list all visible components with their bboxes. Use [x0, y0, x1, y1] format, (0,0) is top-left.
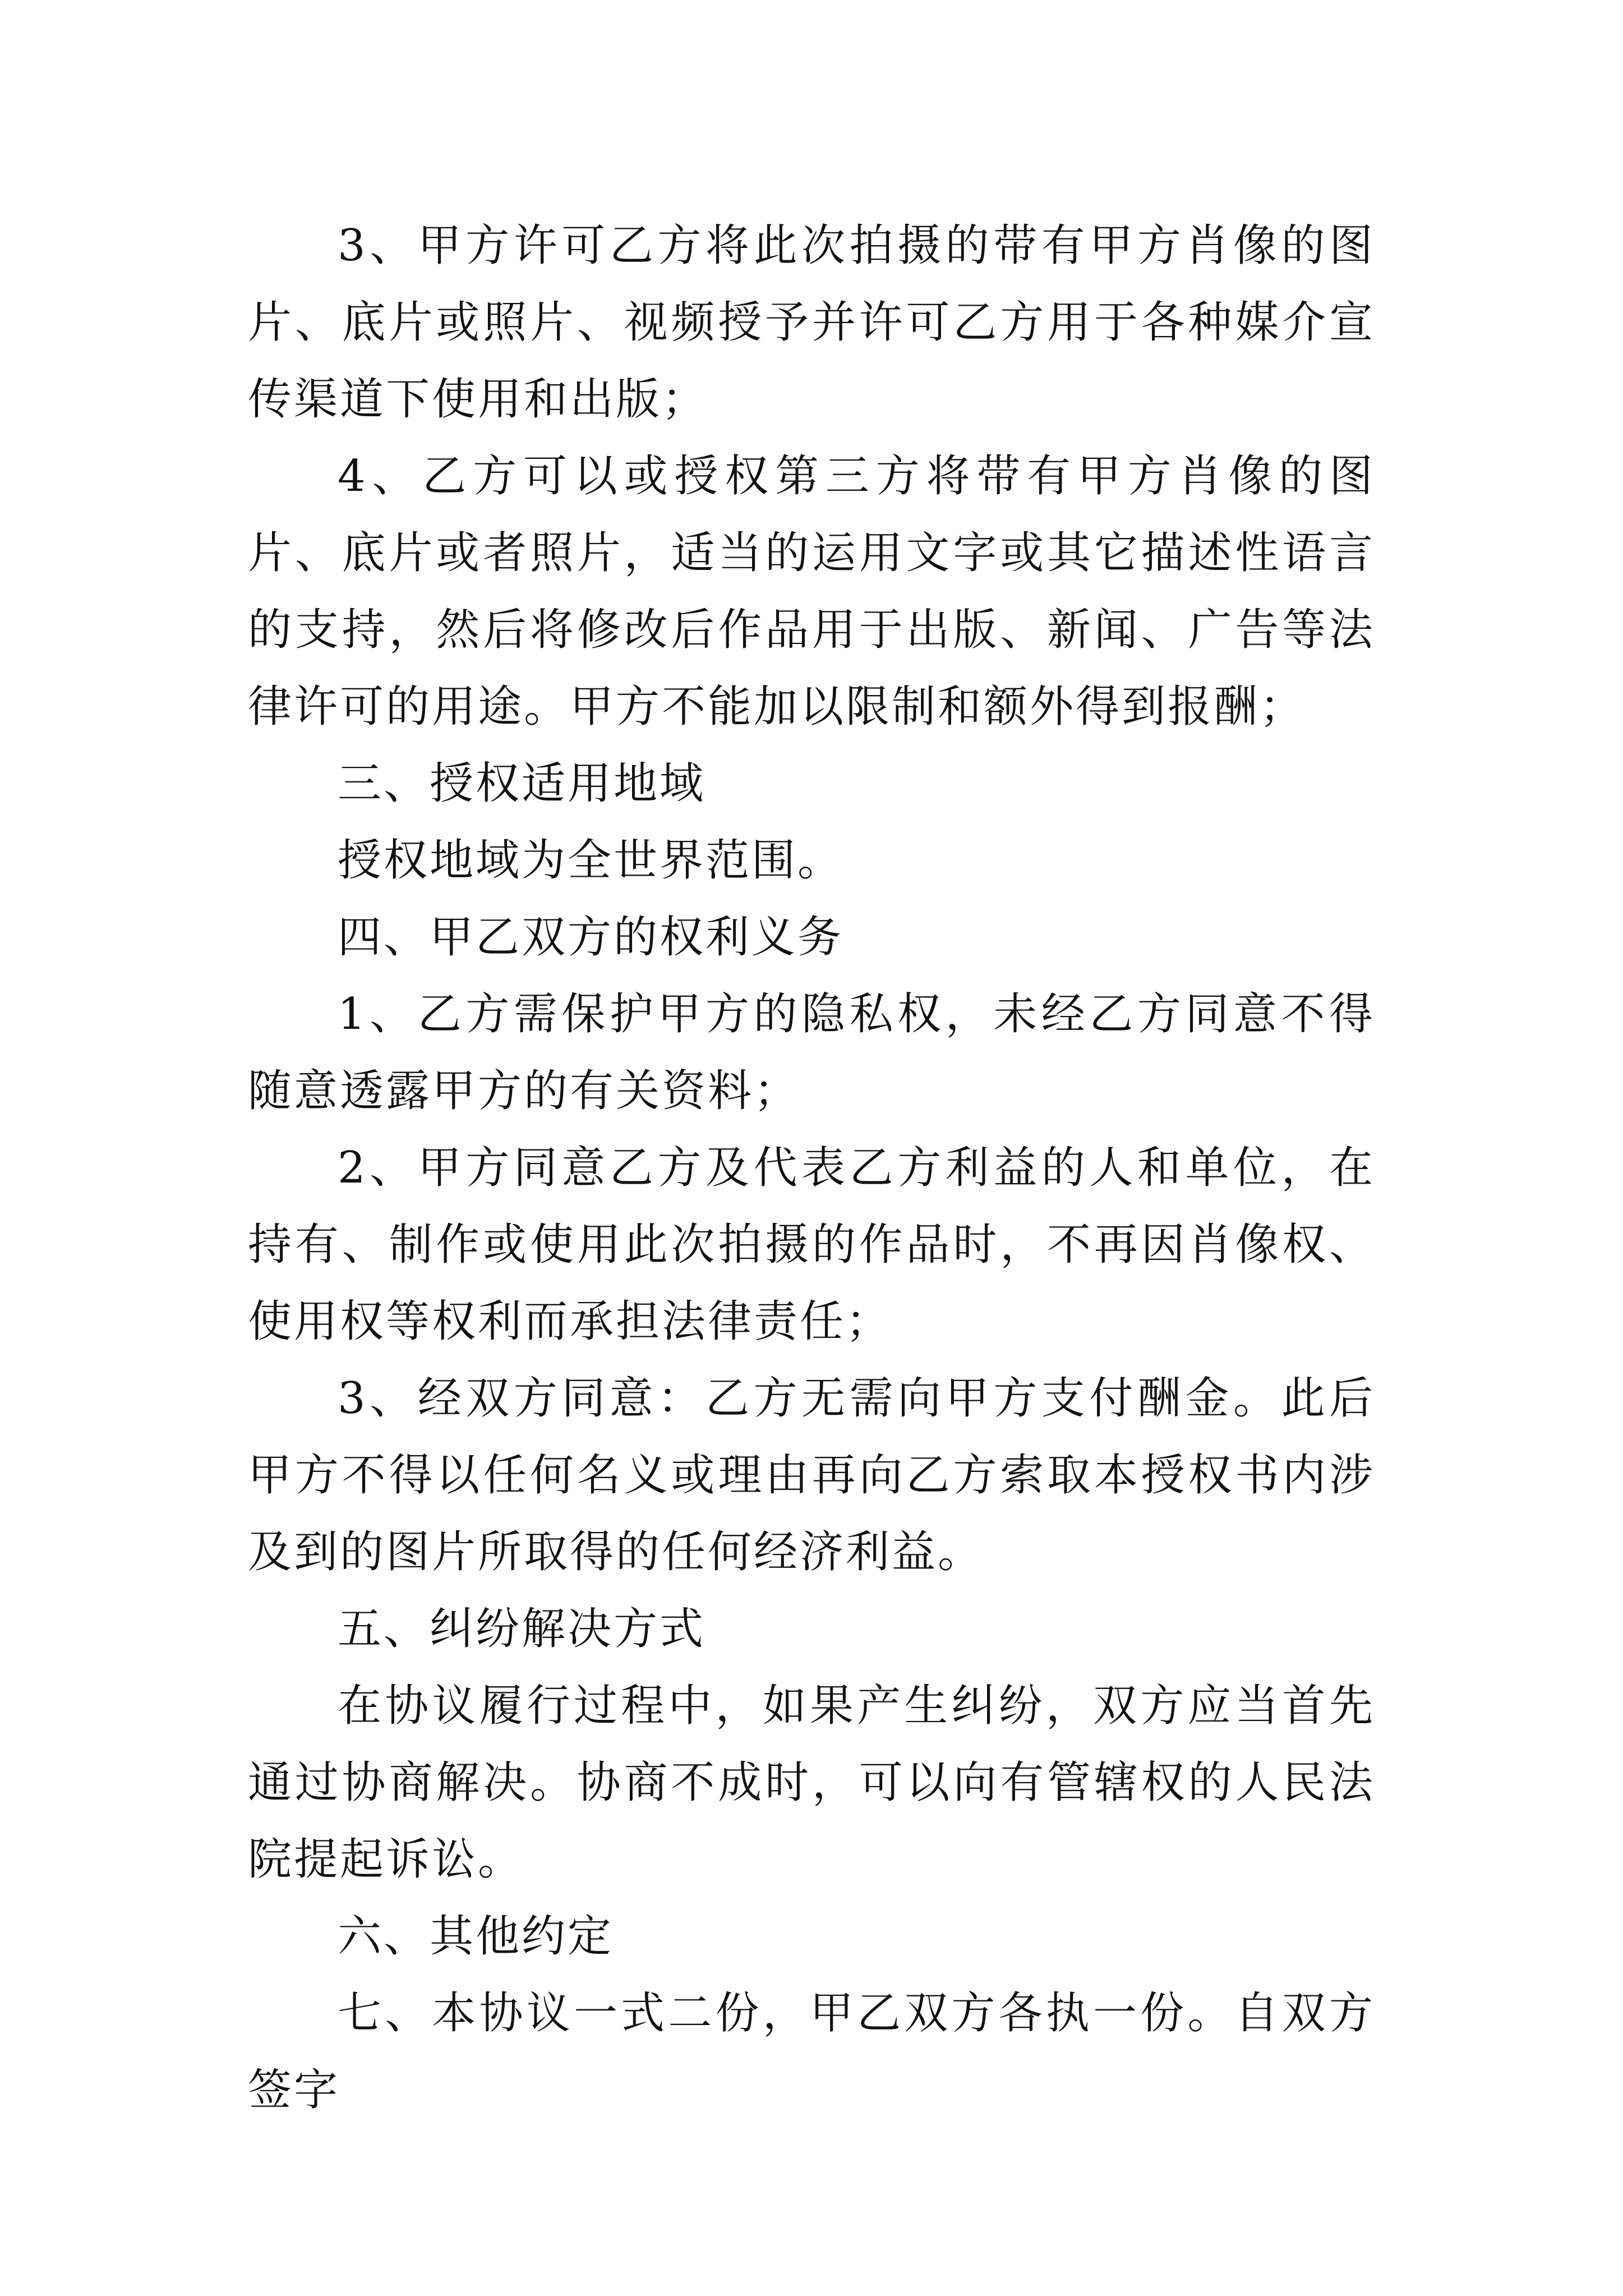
rights-clause-2-liability: 2、甲方同意乙方及代表乙方利益的人和单位，在持有、制作或使用此次拍摄的作品时，不再因肖像权、使用权等权利而承担法律责任；: [248, 1143, 1375, 1347]
section-6-heading: 六、其他约定: [338, 1911, 614, 1962]
clause-3-portrait-license: 3、甲方许可乙方将此次拍摄的带有甲方肖像的图片、底片或照片、视频授予并许可乙方用于各种媒介宣传渠道下使用和出版；: [248, 220, 1375, 425]
rights-clause-3-remuneration: 3、经双方同意：乙方无需向甲方支付酬金。此后甲方不得以任何名义或理由再向乙方索取本授权书内涉及到的图片所取得的任何经济利益。: [248, 1373, 1375, 1577]
section-3-territory: 授权地域为全世界范围。: [338, 835, 844, 886]
section-3-heading: 三、授权适用地域: [338, 758, 706, 809]
dispute-resolution-text: 在协议履行过程中，如果产生纠纷，双方应当首先通过协商解决。协商不成时，可以向有管辖权的人民法院提起诉讼。: [248, 1681, 1375, 1885]
clause-4-third-party-use: 4、乙方可以或授权第三方将带有甲方肖像的图片、底片或者照片，适当的运用文字或其它描述性语言的支持，然后将修改后作品用于出版、新闻、广告等法律许可的用途。甲方不能加以限制和额外得到报酬；: [248, 451, 1375, 732]
section-7-copies: 七、本协议一式二份，甲乙双方各执一份。自双方签字: [248, 1988, 1375, 2115]
section-4-heading: 四、甲乙双方的权利义务: [338, 912, 844, 963]
document-body: [248, 208, 1375, 2129]
rights-clause-1-privacy: 1、乙方需保护甲方的隐私权，未经乙方同意不得随意透露甲方的有关资料；: [248, 989, 1375, 1116]
section-5-heading: 五、纠纷解决方式: [338, 1604, 706, 1654]
